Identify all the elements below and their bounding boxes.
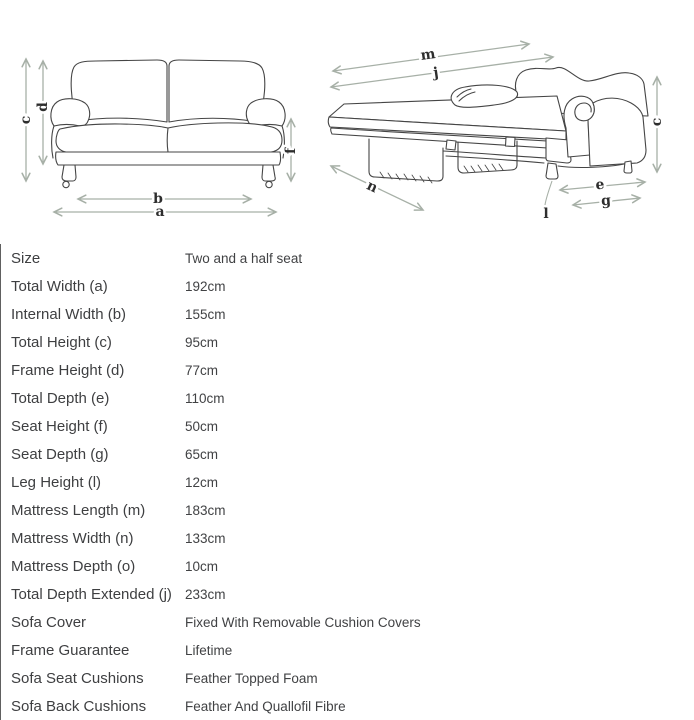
spec-label: Sofa Cover xyxy=(11,614,87,632)
caster-right xyxy=(266,181,272,187)
spec-value: 133cm xyxy=(185,530,226,546)
spec-label: Total Width (a) xyxy=(11,277,108,295)
spec-row-size xyxy=(1,244,694,272)
spec-row-internal-width xyxy=(1,300,694,328)
spec-value: 155cm xyxy=(185,306,226,322)
frame-height-label: d xyxy=(35,102,51,112)
depth-extended-label: j xyxy=(432,64,440,82)
spec-row-mattress-length xyxy=(1,496,694,524)
spec-value: 233cm xyxy=(185,587,226,603)
spec-row-sofa-cover xyxy=(1,609,694,637)
spec-row-back-cushions xyxy=(1,693,694,720)
leg-height-callout-line xyxy=(545,181,552,205)
spec-label: Sofa Seat Cushions xyxy=(11,670,144,688)
spec-value: 10cm xyxy=(185,559,219,575)
spec-row-seat-depth xyxy=(1,440,694,468)
spec-row-total-depth-extended xyxy=(1,581,694,609)
spec-value: 95cm xyxy=(185,334,219,350)
leg-height-label: l xyxy=(543,206,549,222)
sofa-bed-extended-sketch xyxy=(328,64,648,183)
frame-bracket-right xyxy=(506,137,516,147)
total-height-label: c xyxy=(18,115,34,125)
spec-label: Size xyxy=(11,249,41,267)
spec-row-frame-height xyxy=(1,356,694,384)
total-depth-label: e xyxy=(594,176,606,194)
spec-label: Seat Height (f) xyxy=(11,417,108,435)
spec-row-leg-height xyxy=(1,468,694,496)
spec-value: 110cm xyxy=(185,390,225,406)
sofa-front-view-sketch xyxy=(51,60,285,188)
spec-value: 192cm xyxy=(185,278,226,294)
spec-row-total-width xyxy=(1,272,694,300)
sofabed-leg-front xyxy=(546,163,558,179)
sofabed-leg-back xyxy=(624,161,632,173)
spec-row-total-height xyxy=(1,328,694,356)
spec-value: 65cm xyxy=(185,446,219,462)
spec-label: Total Height (c) xyxy=(11,333,112,351)
seat-height-label: f xyxy=(283,147,299,155)
spec-label: Frame Guarantee xyxy=(11,642,130,660)
spec-value: Fixed With Removable Cushion Covers xyxy=(185,615,421,631)
seat-depth-label: g xyxy=(600,192,612,210)
sofa-base xyxy=(56,152,281,165)
arm-cushion-right xyxy=(246,99,285,126)
spec-row-mattress-width xyxy=(1,524,694,552)
sofa-leg-right xyxy=(262,165,275,181)
spec-row-mattress-depth xyxy=(1,553,694,581)
sofabed-arm-body xyxy=(588,98,646,166)
spec-value: 50cm xyxy=(185,418,219,434)
spec-value: 77cm xyxy=(185,362,219,378)
spec-value: 12cm xyxy=(185,474,219,490)
spec-label: Seat Depth (g) xyxy=(11,445,109,463)
spec-row-total-depth xyxy=(1,384,694,412)
internal-width-label: b xyxy=(153,191,163,207)
spec-table xyxy=(0,244,694,720)
bed-wire-leg-front xyxy=(369,139,443,181)
spec-label: Leg Height (l) xyxy=(11,473,102,491)
spec-value: 183cm xyxy=(185,502,226,518)
seat-cushion xyxy=(56,123,282,152)
mattress-length-label: m xyxy=(419,46,437,64)
mattress-width-label: n xyxy=(364,177,380,197)
arm-cushion-left xyxy=(51,99,90,126)
frame-bracket-left xyxy=(446,140,456,150)
spec-row-seat-cushions xyxy=(1,665,694,693)
spec-label: Mattress Length (m) xyxy=(11,501,146,519)
spec-label: Total Depth Extended (j) xyxy=(11,586,172,604)
arm-side-left xyxy=(52,126,54,158)
sofa-leg-left xyxy=(62,165,76,181)
spec-label: Frame Height (d) xyxy=(11,361,125,379)
spec-label: Mattress Depth (o) xyxy=(11,558,136,576)
spec-value: Feather Topped Foam xyxy=(185,671,318,687)
spec-row-frame-guarantee xyxy=(1,637,694,665)
spec-value: Two and a half seat xyxy=(185,250,303,266)
spec-value: Lifetime xyxy=(185,643,233,659)
spec-label: Mattress Width (n) xyxy=(11,529,134,547)
spec-value: Feather And Quallofil Fibre xyxy=(185,699,346,715)
spec-label: Total Depth (e) xyxy=(11,389,110,407)
spec-label: Internal Width (b) xyxy=(11,305,127,323)
caster-left xyxy=(63,181,69,187)
spec-row-seat-height xyxy=(1,412,694,440)
dimension-diagrams xyxy=(0,0,694,244)
bed-height-label: c xyxy=(649,117,665,127)
total-width-label: a xyxy=(155,204,165,220)
spec-label: Sofa Back Cushions xyxy=(11,698,147,716)
